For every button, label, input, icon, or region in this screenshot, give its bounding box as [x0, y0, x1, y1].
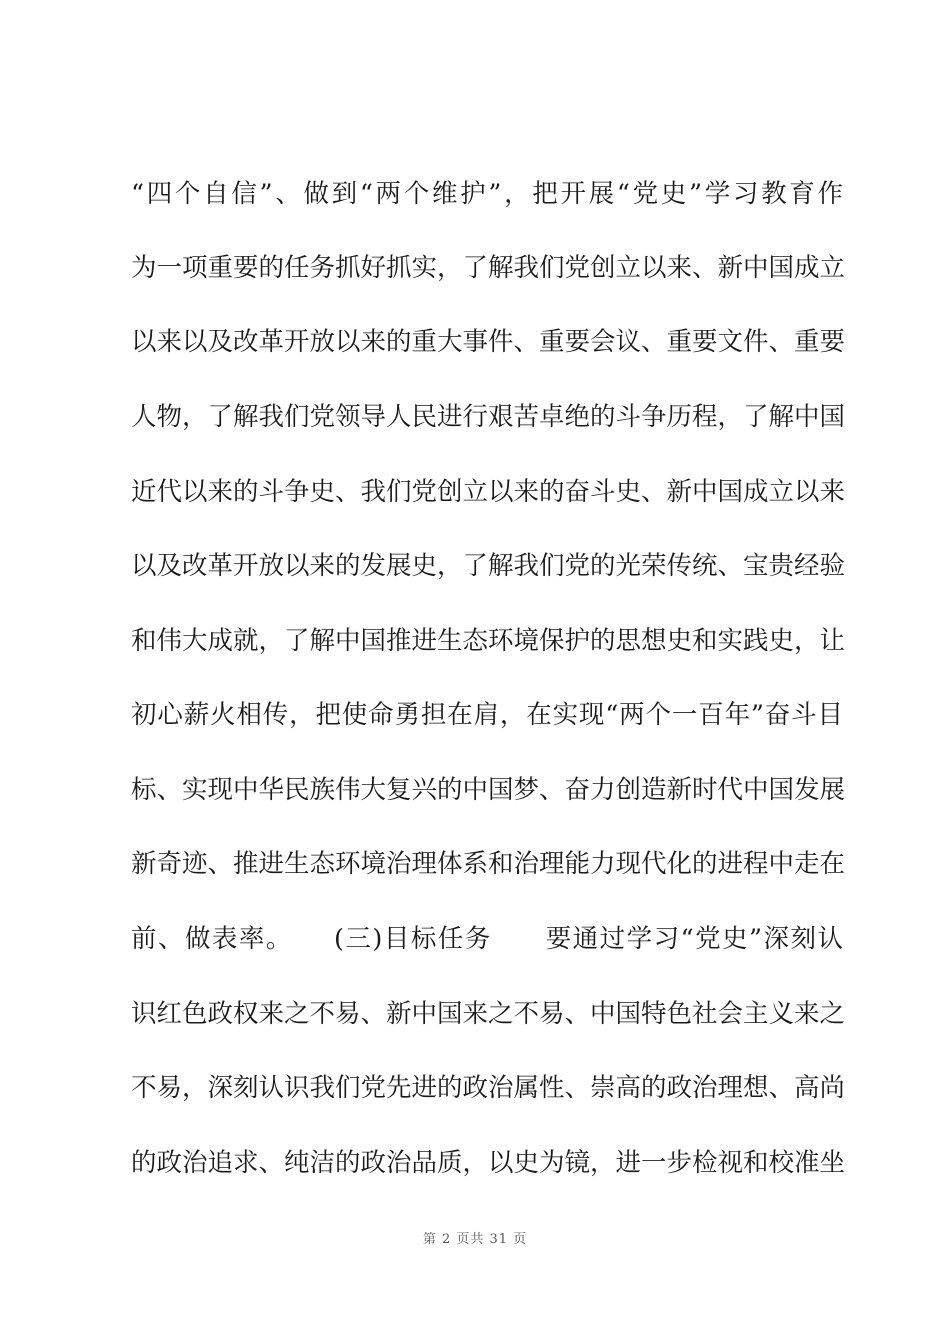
text-line: 近代以来的斗争史、我们党创立以来的奋斗史、新中国成立以来: [131, 477, 846, 507]
text-line: 识红色政权来之不易、新中国来之不易、中国特色社会主义来之: [131, 999, 846, 1029]
text-line: 不易，深刻认识我们党先进的政治属性、崇高的政治理想、高尚: [131, 1073, 846, 1103]
text-line: 前、做表率。 (三)目标任务 要通过学习“党史”深刻认: [131, 924, 843, 954]
text-line: 的政治追求、纯洁的政治品质，以史为镜，进一步检视和校准坐: [131, 1148, 846, 1178]
text-line: 以及改革开放以来的发展史，了解我们党的光荣传统、宝贵经验: [131, 551, 846, 581]
page-footer: [0, 1228, 950, 1247]
text-line: “四个自信”、做到“两个维护”，把开展“党史”学习教育作: [131, 179, 843, 209]
text-line: 人物，了解我们党领导人民进行艰苦卓绝的斗争历程，了解中国: [131, 402, 846, 432]
text-line: 标、实现中华民族伟大复兴的中国梦、奋力创造新时代中国发展: [131, 775, 846, 805]
text-line: 和伟大成就，了解中国推进生态环境保护的思想史和实践史，让: [131, 626, 846, 656]
text-line: 为一项重要的任务抓好抓实，了解我们党创立以来、新中国成立: [131, 253, 846, 283]
page-number-label: 第 2 页共 31 页: [422, 1232, 528, 1247]
text-line: 以来以及改革开放以来的重大事件、重要会议、重要文件、重要: [131, 327, 846, 357]
text-line: 新奇迹、推进生态环境治理体系和治理能力现代化的进程中走在: [131, 849, 846, 879]
text-line: 初心薪火相传，把使命勇担在肩，在实现“两个一百年”奋斗目: [131, 700, 843, 730]
